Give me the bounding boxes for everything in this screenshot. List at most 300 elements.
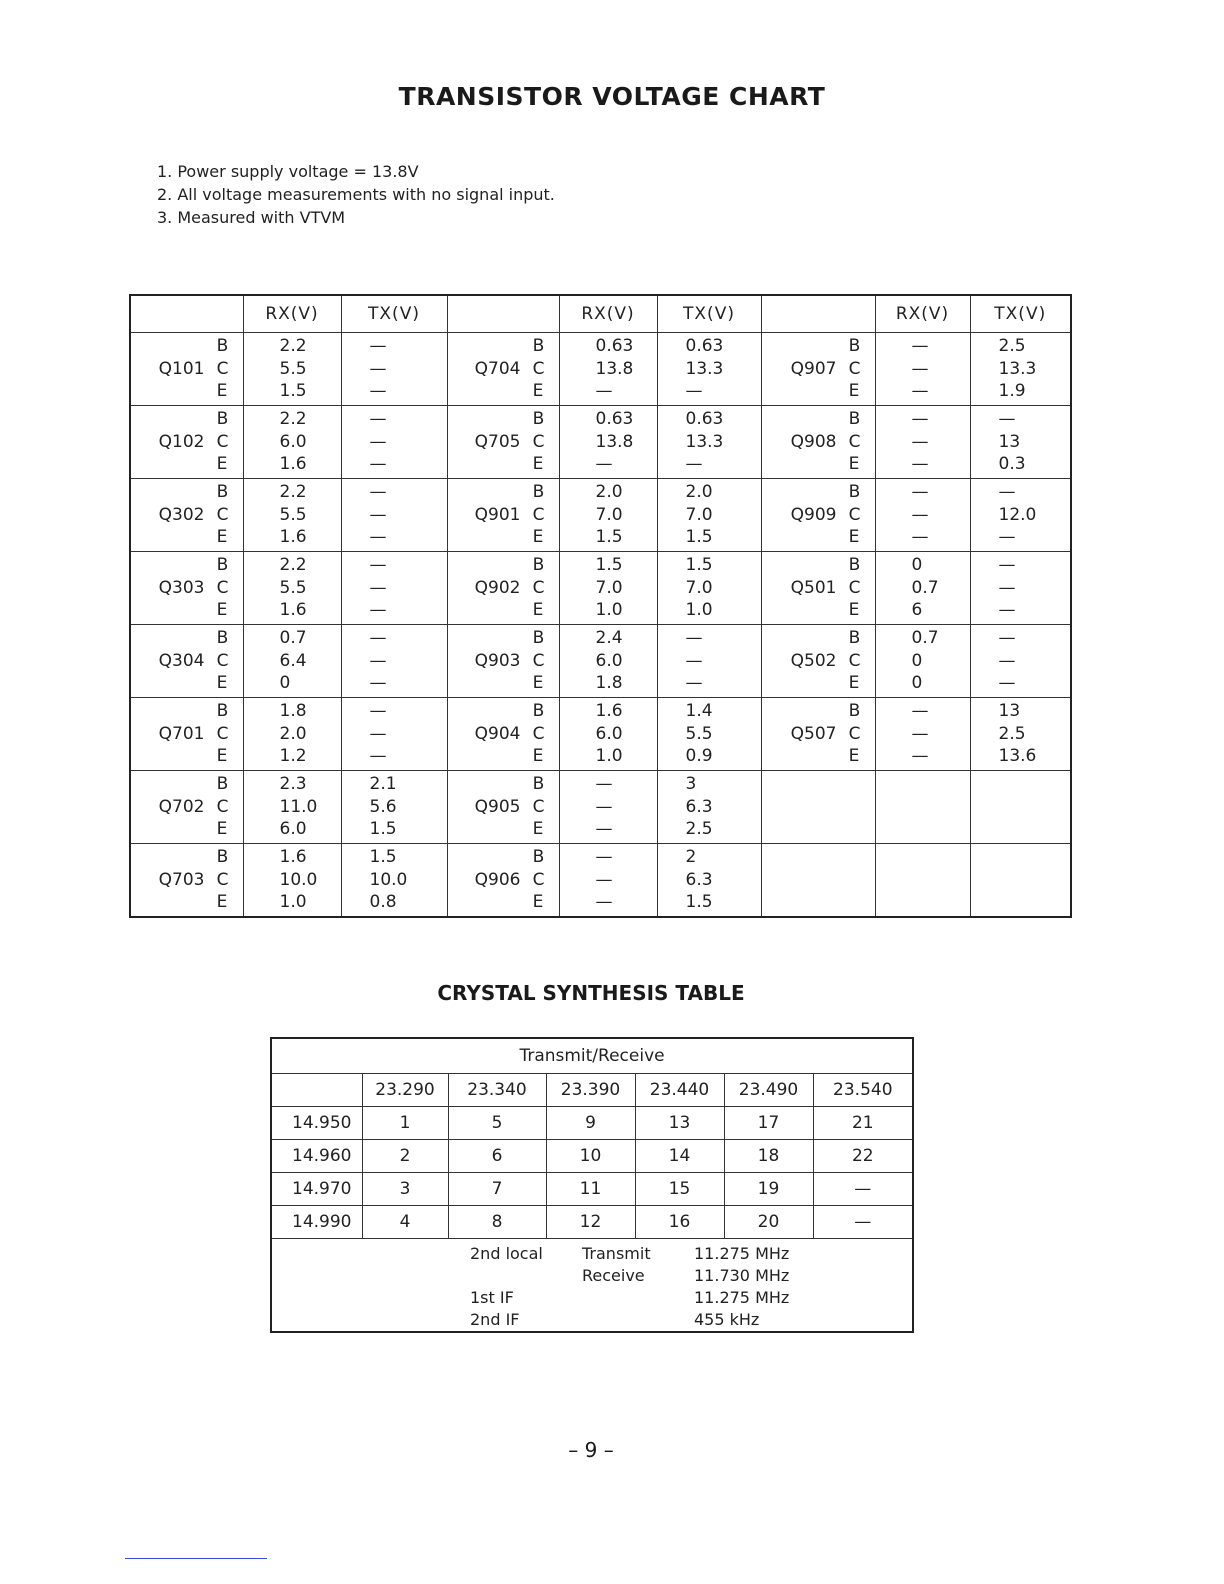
transistor-name: Q302: [158, 505, 205, 525]
rx-values: [243, 333, 341, 406]
tx-value: 0.63: [685, 409, 724, 430]
tx-value: 2.5: [998, 336, 1026, 357]
tx-values: [657, 625, 761, 698]
rx-value: 1.6: [279, 600, 307, 621]
rx-value: —: [911, 336, 929, 357]
rx-header: RX(V): [875, 295, 970, 333]
pin-label: B: [216, 774, 229, 794]
tx-value: 0.63: [685, 336, 724, 357]
channel-cell: 15: [635, 1173, 724, 1206]
rx-value: 0: [279, 673, 291, 694]
pin-label: B: [216, 701, 229, 721]
table-row: [130, 406, 1071, 479]
rx-values: [243, 625, 341, 698]
transistor-label: [447, 698, 559, 771]
rx-value: 0.63: [595, 409, 634, 430]
pin-label: C: [848, 431, 861, 452]
pin-label: C: [216, 869, 229, 890]
transistor-name: Q903: [474, 651, 521, 671]
tx-values: [970, 479, 1071, 552]
column-header: 23.390: [546, 1074, 635, 1107]
rx-value: 1.0: [279, 892, 307, 913]
pin-label: B: [532, 482, 545, 502]
channel-cell: 10: [546, 1140, 635, 1173]
rx-value: 2.2: [279, 336, 307, 357]
tx-value: 2.5: [685, 819, 713, 840]
tx-value: 1.5: [685, 892, 713, 913]
tx-value: 1.5: [369, 819, 397, 840]
tx-value: —: [998, 482, 1016, 503]
rx-value: —: [595, 774, 613, 795]
tx-value: —: [369, 600, 387, 621]
rx-value: —: [911, 504, 929, 525]
table-row: [130, 625, 1071, 698]
tx-value: —: [685, 628, 703, 649]
footer-line: 11.730 MHz: [694, 1266, 790, 1285]
pin-labels: [217, 335, 229, 403]
rx-value: —: [911, 454, 929, 475]
rx-values: [243, 844, 341, 918]
pin-label: E: [532, 746, 544, 766]
column-header: 23.540: [813, 1074, 913, 1107]
tx-value: —: [998, 673, 1016, 694]
footer-column: [694, 1243, 789, 1331]
transistor-name: Q102: [158, 432, 205, 452]
pin-label: E: [532, 600, 544, 620]
rx-value: 1.6: [279, 527, 307, 548]
channel-cell: 5: [448, 1107, 546, 1140]
pin-label: B: [848, 555, 861, 575]
pin-label: B: [532, 409, 545, 429]
pin-label: E: [532, 819, 544, 839]
empty-cell: [875, 844, 970, 918]
rx-value: 2.0: [279, 723, 307, 744]
pin-labels: [533, 481, 545, 549]
rx-value: —: [911, 409, 929, 430]
rx-value: —: [911, 701, 929, 722]
rx-value: 6.0: [595, 723, 623, 744]
transistor-label: [447, 552, 559, 625]
page-number: – 9 –: [568, 1438, 614, 1462]
rx-value: —: [595, 892, 613, 913]
rx-value: 5.5: [279, 504, 307, 525]
channel-cell: —: [813, 1173, 913, 1206]
pin-label: B: [532, 336, 545, 356]
tx-values: [657, 479, 761, 552]
rx-value: —: [911, 723, 929, 744]
table-row: [271, 1107, 913, 1140]
tx-value: —: [369, 504, 387, 525]
transistor-name: Q704: [474, 359, 521, 379]
tx-values: [341, 406, 447, 479]
channel-cell: 7: [448, 1173, 546, 1206]
pin-labels: [849, 554, 861, 622]
rx-value: 1.6: [595, 701, 623, 722]
transistor-name: Q101: [158, 359, 205, 379]
tx-value: 12.0: [998, 504, 1037, 525]
rx-value: —: [911, 381, 929, 402]
tx-values: [970, 625, 1071, 698]
channel-cell: 17: [724, 1107, 813, 1140]
rx-value: 6.4: [279, 650, 307, 671]
crystal-header: Transmit/Receive: [271, 1038, 913, 1074]
pin-label: E: [216, 746, 228, 766]
pin-label: E: [848, 600, 860, 620]
rx-header: RX(V): [243, 295, 341, 333]
tx-header: TX(V): [970, 295, 1071, 333]
pin-labels: [217, 700, 229, 768]
transistor-name: Q904: [474, 724, 521, 744]
pin-label: E: [216, 892, 228, 912]
pin-label: B: [848, 409, 861, 429]
tx-value: 1.9: [998, 381, 1026, 402]
pin-label: C: [848, 723, 861, 744]
pin-labels: [217, 481, 229, 549]
pin-label: B: [216, 336, 229, 356]
rx-value: 5.5: [279, 358, 307, 379]
pin-labels: [217, 627, 229, 695]
rx-value: 6.0: [595, 650, 623, 671]
tx-value: 13.3: [998, 358, 1037, 379]
pin-label: C: [532, 796, 545, 817]
transistor-voltage-table: [129, 294, 1072, 918]
tx-values: [970, 406, 1071, 479]
pin-labels: [217, 554, 229, 622]
channel-cell: —: [813, 1206, 913, 1239]
table-row: [130, 333, 1071, 406]
pin-label: B: [216, 847, 229, 867]
tx-value: 13.3: [685, 358, 724, 379]
pin-label: E: [848, 454, 860, 474]
transistor-label: [761, 333, 875, 406]
tx-value: 10.0: [369, 869, 408, 890]
footer-line: 1st IF: [470, 1288, 514, 1307]
tx-values: [970, 698, 1071, 771]
column-header: 23.490: [724, 1074, 813, 1107]
rx-values: [243, 479, 341, 552]
channel-cell: 13: [635, 1107, 724, 1140]
tx-value: 13.6: [998, 746, 1037, 767]
tx-value: 7.0: [685, 504, 713, 525]
rx-value: 10.0: [279, 869, 318, 890]
pin-label: C: [532, 723, 545, 744]
tx-value: —: [685, 381, 703, 402]
tx-value: 13: [998, 431, 1021, 452]
transistor-label: [447, 844, 559, 918]
rx-value: 0.7: [911, 628, 939, 649]
rx-value: 7.0: [595, 577, 623, 598]
tx-values: [341, 625, 447, 698]
tx-value: —: [369, 577, 387, 598]
empty-cell: [970, 844, 1071, 918]
rx-values: [243, 698, 341, 771]
pin-label: C: [532, 431, 545, 452]
rx-values: [243, 552, 341, 625]
pin-labels: [849, 481, 861, 549]
rx-value: —: [595, 454, 613, 475]
row-frequency: 14.950: [271, 1107, 362, 1140]
table-row: [271, 1140, 913, 1173]
pin-label: E: [216, 381, 228, 401]
tx-value: 1.4: [685, 701, 713, 722]
transistor-label: [130, 625, 243, 698]
rx-values: [243, 771, 341, 844]
pin-label: C: [216, 504, 229, 525]
transistor-label: [761, 625, 875, 698]
pin-label: B: [848, 628, 861, 648]
rx-value: —: [911, 358, 929, 379]
pin-label: E: [848, 527, 860, 547]
pin-label: C: [532, 869, 545, 890]
rx-value: —: [595, 819, 613, 840]
transistor-label: [130, 479, 243, 552]
row-frequency: 14.970: [271, 1173, 362, 1206]
pin-label: E: [848, 673, 860, 693]
tx-value: 7.0: [685, 577, 713, 598]
tx-values: [341, 333, 447, 406]
rx-value: 0.7: [279, 628, 307, 649]
channel-cell: 2: [362, 1140, 448, 1173]
empty-cell: [761, 844, 875, 918]
note-item: 3. Measured with VTVM: [157, 208, 346, 227]
rx-value: 1.5: [595, 555, 623, 576]
rx-value: 1.8: [279, 701, 307, 722]
tx-value: —: [998, 628, 1016, 649]
rx-value: —: [911, 431, 929, 452]
pin-label: B: [216, 628, 229, 648]
tx-values: [657, 333, 761, 406]
tx-values: [341, 552, 447, 625]
channel-cell: 16: [635, 1206, 724, 1239]
transistor-name: Q303: [158, 578, 205, 598]
pin-labels: [849, 700, 861, 768]
pin-label: C: [532, 577, 545, 598]
tx-value: —: [998, 527, 1016, 548]
transistor-label: [447, 625, 559, 698]
rx-values: [559, 844, 657, 918]
transistor-label: [447, 406, 559, 479]
pin-label: C: [216, 796, 229, 817]
rx-header: RX(V): [559, 295, 657, 333]
tx-value: —: [369, 527, 387, 548]
tx-value: 3: [685, 774, 697, 795]
pin-label: C: [532, 650, 545, 671]
tx-value: —: [998, 577, 1016, 598]
transistor-label: [761, 552, 875, 625]
rx-value: —: [595, 869, 613, 890]
channel-cell: 12: [546, 1206, 635, 1239]
transistor-name: Q907: [790, 359, 837, 379]
rx-value: —: [595, 847, 613, 868]
transistor-label: [761, 479, 875, 552]
tx-value: 6.3: [685, 869, 713, 890]
tx-value: 2.1: [369, 774, 397, 795]
tx-value: 2: [685, 847, 697, 868]
rx-values: [559, 698, 657, 771]
pin-labels: [533, 335, 545, 403]
pin-label: E: [216, 454, 228, 474]
transistor-label: [130, 406, 243, 479]
row-frequency: 14.960: [271, 1140, 362, 1173]
column-header: 23.440: [635, 1074, 724, 1107]
tx-value: —: [369, 701, 387, 722]
tx-value: —: [369, 673, 387, 694]
rx-value: —: [911, 746, 929, 767]
channel-cell: 8: [448, 1206, 546, 1239]
tx-values: [341, 771, 447, 844]
rx-value: 1.5: [595, 527, 623, 548]
transistor-name: Q502: [790, 651, 837, 671]
pin-label: C: [848, 504, 861, 525]
tx-value: 2.0: [685, 482, 713, 503]
rx-values: [875, 552, 970, 625]
tx-value: —: [369, 650, 387, 671]
pin-label: B: [532, 701, 545, 721]
rx-value: 1.5: [279, 381, 307, 402]
transistor-label: [130, 333, 243, 406]
channel-cell: 20: [724, 1206, 813, 1239]
pin-label: B: [848, 482, 861, 502]
pin-labels: [533, 700, 545, 768]
rx-values: [559, 625, 657, 698]
rx-value: 11.0: [279, 796, 318, 817]
pin-labels: [533, 627, 545, 695]
rx-value: 2.0: [595, 482, 623, 503]
note-item: 1. Power supply voltage = 13.8V: [157, 162, 419, 181]
pin-label: E: [532, 527, 544, 547]
rx-values: [875, 625, 970, 698]
voltage-table-header: [130, 295, 1071, 333]
tx-value: —: [369, 555, 387, 576]
transistor-name: Q702: [158, 797, 205, 817]
tx-value: —: [685, 650, 703, 671]
pin-labels: [849, 335, 861, 403]
rx-value: 0: [911, 555, 923, 576]
rx-value: 2.2: [279, 409, 307, 430]
pin-labels: [217, 408, 229, 476]
tx-values: [970, 552, 1071, 625]
rx-values: [559, 552, 657, 625]
tx-values: [341, 479, 447, 552]
pin-label: C: [216, 650, 229, 671]
table-row: [271, 1206, 913, 1239]
divider: [125, 1558, 267, 1559]
pin-label: B: [532, 628, 545, 648]
rx-values: [243, 406, 341, 479]
footer-line: [582, 1309, 651, 1331]
note-item: 2. All voltage measurements with no signal input.: [157, 185, 555, 204]
tx-value: 5.5: [685, 723, 713, 744]
transistor-label: [130, 844, 243, 918]
transistor-label: [130, 771, 243, 844]
transistor-name: Q905: [474, 797, 521, 817]
tx-values: [657, 406, 761, 479]
pin-label: C: [848, 577, 861, 598]
tx-value: 0.8: [369, 892, 397, 913]
rx-value: 7.0: [595, 504, 623, 525]
pin-label: B: [848, 336, 861, 356]
tx-value: —: [685, 454, 703, 475]
pin-labels: [533, 554, 545, 622]
tx-value: —: [369, 482, 387, 503]
transistor-label: [130, 552, 243, 625]
pin-label: E: [216, 600, 228, 620]
transistor-name: Q703: [158, 870, 205, 890]
crystal-footer: [271, 1239, 913, 1333]
pin-label: C: [216, 577, 229, 598]
tx-values: [341, 844, 447, 918]
tx-value: —: [369, 746, 387, 767]
channel-cell: 14: [635, 1140, 724, 1173]
rx-value: 0.63: [595, 336, 634, 357]
rx-value: 1.0: [595, 600, 623, 621]
transistor-name: Q705: [474, 432, 521, 452]
pin-labels: [217, 846, 229, 914]
footer-line: 11.275 MHz: [694, 1288, 790, 1307]
crystal-synthesis-table: [270, 1037, 914, 1333]
table-row: [130, 698, 1071, 771]
channel-cell: 9: [546, 1107, 635, 1140]
pin-label: C: [216, 723, 229, 744]
rx-value: —: [911, 527, 929, 548]
transistor-name: Q507: [790, 724, 837, 744]
notes-list: [157, 160, 555, 229]
empty-cell: [761, 771, 875, 844]
transistor-label: [447, 333, 559, 406]
rx-value: 6: [911, 600, 923, 621]
rx-value: 1.8: [595, 673, 623, 694]
transistor-label: [761, 698, 875, 771]
transistor-name: Q701: [158, 724, 205, 744]
channel-cell: 11: [546, 1173, 635, 1206]
channel-cell: 21: [813, 1107, 913, 1140]
table-row: [130, 552, 1071, 625]
table-row: [130, 844, 1071, 918]
rx-value: 6.0: [279, 431, 307, 452]
pin-labels: [533, 408, 545, 476]
rx-values: [875, 406, 970, 479]
pin-labels: [849, 627, 861, 695]
tx-value: —: [998, 409, 1016, 430]
tx-value: —: [998, 555, 1016, 576]
pin-label: B: [532, 555, 545, 575]
channel-cell: 22: [813, 1140, 913, 1173]
pin-label: C: [848, 358, 861, 379]
rx-values: [559, 406, 657, 479]
footer-line: 11.275 MHz: [694, 1244, 790, 1263]
tx-header: TX(V): [657, 295, 761, 333]
rx-value: 0: [911, 673, 923, 694]
transistor-name: Q906: [474, 870, 521, 890]
tx-value: 2.5: [998, 723, 1026, 744]
rx-value: 1.0: [595, 746, 623, 767]
rx-values: [875, 479, 970, 552]
tx-value: —: [369, 409, 387, 430]
rx-value: 13.8: [595, 358, 634, 379]
tx-value: —: [369, 336, 387, 357]
channel-cell: 19: [724, 1173, 813, 1206]
footer-line: [582, 1287, 651, 1309]
rx-values: [875, 698, 970, 771]
footer-line: 2nd local: [470, 1244, 543, 1263]
channel-cell: 18: [724, 1140, 813, 1173]
tx-values: [657, 698, 761, 771]
pin-label: C: [532, 358, 545, 379]
tx-value: —: [369, 723, 387, 744]
pin-label: E: [532, 454, 544, 474]
tx-value: 1.5: [369, 847, 397, 868]
tx-values: [341, 698, 447, 771]
